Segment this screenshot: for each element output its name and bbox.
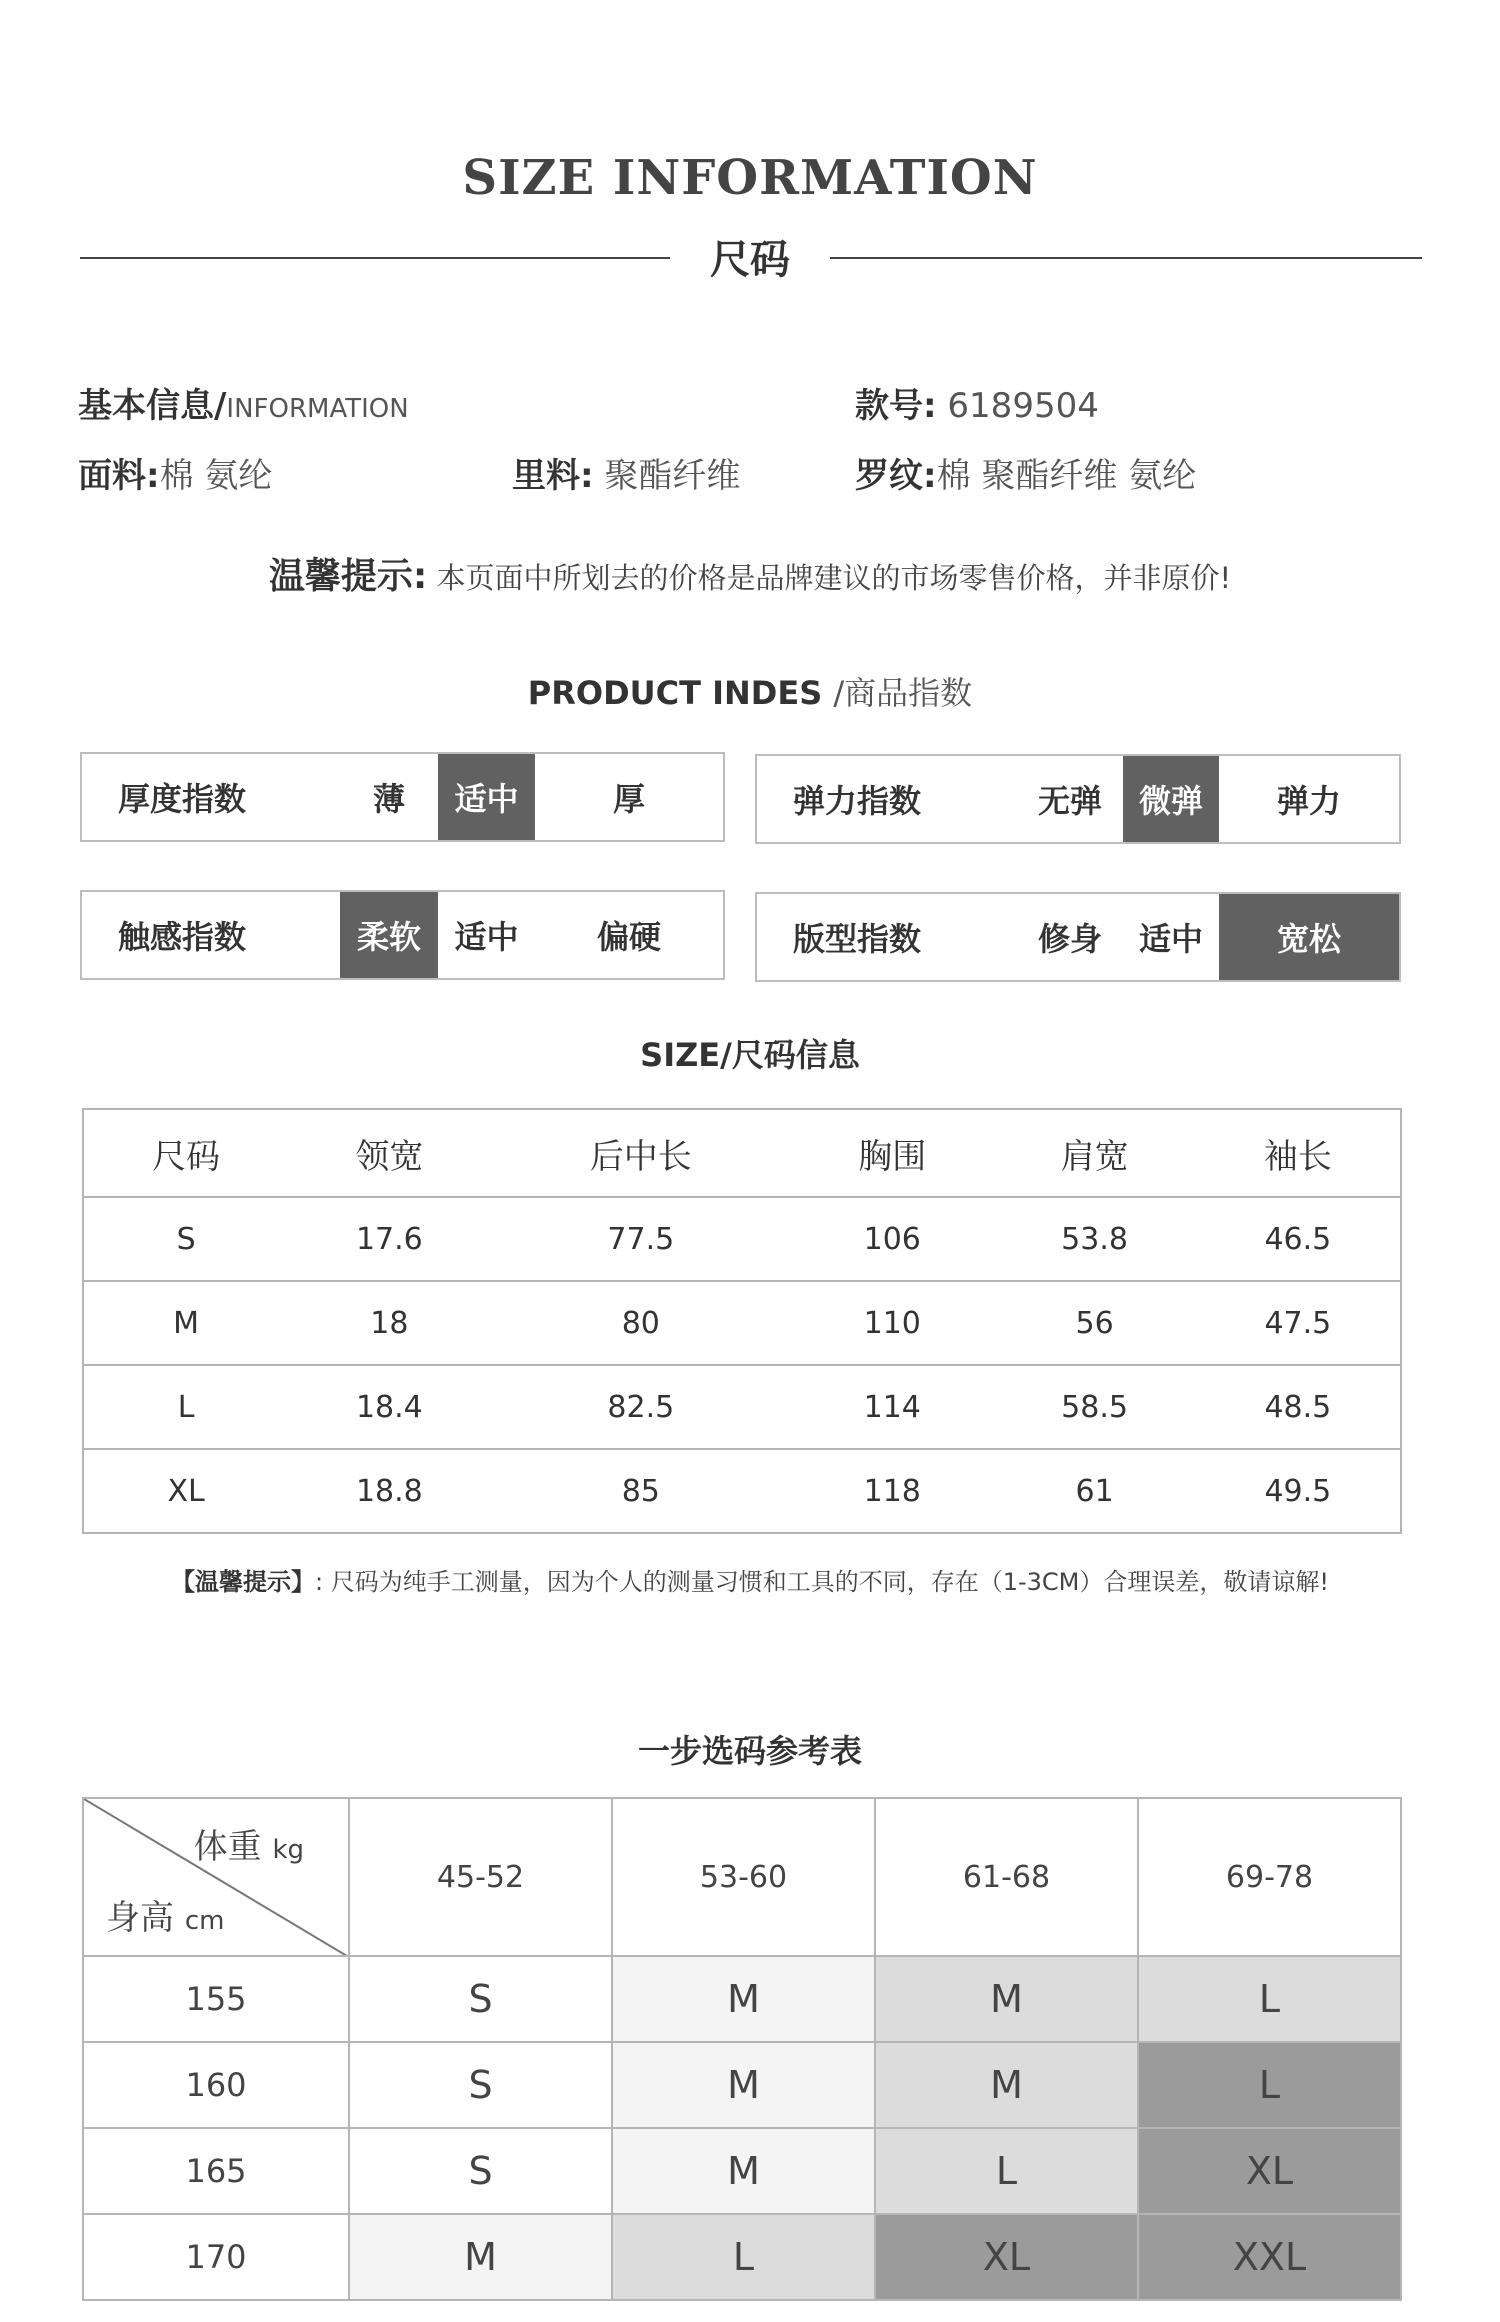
- tip-label: 【温馨提示】: [171, 1568, 315, 1596]
- size-cell: 58.5: [993, 1365, 1195, 1449]
- index-option: 偏硬: [596, 918, 661, 956]
- size-cell: 56: [993, 1281, 1195, 1365]
- product-index-title-en: PRODUCT INDES: [527, 674, 823, 712]
- reference-row: [83, 2214, 1401, 2300]
- page-subtitle: 尺码: [710, 237, 790, 283]
- size-cell: 80: [491, 1281, 792, 1365]
- recommended-size-cell: L: [612, 2214, 875, 2300]
- index-touch: [80, 890, 725, 980]
- height-cell: 165: [83, 2128, 349, 2214]
- size-cell: 49.5: [1196, 1449, 1401, 1533]
- lining-label: 里料:: [512, 456, 594, 496]
- index-option: 弹力: [1276, 782, 1341, 820]
- index-option-selected: 适中: [438, 754, 535, 840]
- index-label: 版型指数: [793, 920, 922, 958]
- basic-info-label: 基本信息/: [78, 386, 227, 426]
- style-number: [855, 378, 1099, 427]
- index-option: 适中: [454, 918, 519, 956]
- index-option-selected: 柔软: [340, 892, 438, 978]
- size-cell: L: [83, 1365, 288, 1449]
- page-title: SIZE INFORMATION: [462, 150, 1038, 206]
- reference-row: [83, 2128, 1401, 2214]
- size-column-header: 袖长: [1196, 1109, 1401, 1197]
- size-cell: 18.4: [288, 1365, 490, 1449]
- notice-label: 温馨提示:: [268, 556, 428, 597]
- size-cell: 61: [993, 1449, 1195, 1533]
- size-cell: S: [83, 1197, 288, 1281]
- size-column-header: 肩宽: [993, 1109, 1195, 1197]
- recommended-size-cell: L: [875, 2128, 1138, 2214]
- product-index-title-cn: /商品指数: [833, 674, 973, 712]
- recommended-size-cell: L: [1138, 1956, 1401, 2042]
- measure-tip: [0, 1562, 1500, 1597]
- lining-value: 聚酯纤维: [604, 456, 741, 496]
- divider-right: [830, 257, 1422, 259]
- weight-range-header: 45-52: [349, 1798, 612, 1956]
- recommended-size-cell: M: [875, 2042, 1138, 2128]
- index-option: 修身: [1037, 920, 1102, 958]
- size-cell: 106: [791, 1197, 993, 1281]
- fabric-value: 棉 氨纶: [159, 456, 273, 496]
- reference-row: [83, 1956, 1401, 2042]
- recommended-size-cell: M: [612, 1956, 875, 2042]
- basic-info-sub: INFORMATION: [226, 394, 409, 424]
- reference-corner-cell: [83, 1798, 349, 1956]
- height-cell: 170: [83, 2214, 349, 2300]
- weight-range-header: 61-68: [875, 1798, 1138, 1956]
- reference-title: 一步选码参考表: [637, 1732, 862, 1770]
- size-cell: 48.5: [1196, 1365, 1401, 1449]
- index-label: 弹力指数: [793, 782, 922, 820]
- index-fit: [755, 892, 1401, 982]
- lining-info: [512, 448, 740, 497]
- weight-unit: kg: [272, 1835, 304, 1865]
- rib-value: 棉 聚酯纤维 氨纶: [936, 456, 1197, 496]
- reference-row: [83, 2042, 1401, 2128]
- recommended-size-cell: XL: [1138, 2128, 1401, 2214]
- size-cell: M: [83, 1281, 288, 1365]
- index-option: 薄: [372, 780, 405, 818]
- recommended-size-cell: M: [875, 1956, 1138, 2042]
- index-option: 无弹: [1037, 782, 1102, 820]
- size-column-header: 尺码: [83, 1109, 288, 1197]
- weight-header: [194, 1819, 304, 1868]
- size-cell: 77.5: [491, 1197, 792, 1281]
- weight-range-header: 69-78: [1138, 1798, 1401, 1956]
- fabric-info: [78, 448, 272, 497]
- size-cell: 114: [791, 1365, 993, 1449]
- height-cell: 160: [83, 2042, 349, 2128]
- index-label: 触感指数: [118, 918, 247, 956]
- size-cell: 47.5: [1196, 1281, 1401, 1365]
- product-index-title: [0, 668, 1500, 714]
- size-row: [83, 1449, 1401, 1533]
- index-option: 厚: [612, 780, 645, 818]
- size-cell: 18.8: [288, 1449, 490, 1533]
- price-notice: [0, 548, 1500, 599]
- index-option-selected: 微弹: [1123, 756, 1219, 842]
- size-row: [83, 1281, 1401, 1365]
- notice-text: 本页面中所划去的价格是品牌建议的市场零售价格，并非原价!: [436, 561, 1232, 595]
- fabric-label: 面料:: [78, 456, 160, 496]
- index-option: 适中: [1138, 920, 1203, 958]
- recommended-size-cell: M: [612, 2128, 875, 2214]
- index-thickness: [80, 752, 725, 842]
- rib-label: 罗纹:: [855, 456, 937, 496]
- size-cell: 46.5: [1196, 1197, 1401, 1281]
- reference-table: [82, 1797, 1402, 2301]
- index-label: 厚度指数: [118, 780, 247, 818]
- recommended-size-cell: S: [349, 1956, 612, 2042]
- size-column-header: 胸围: [791, 1109, 993, 1197]
- tip-text: : 尺码为纯手工测量，因为个人的测量习惯和工具的不同，存在（1-3CM）合理误差，敬请谅解!: [315, 1568, 1329, 1596]
- size-cell: 53.8: [993, 1197, 1195, 1281]
- size-cell: 85: [491, 1449, 792, 1533]
- size-row: [83, 1197, 1401, 1281]
- recommended-size-cell: XL: [875, 2214, 1138, 2300]
- size-cell: 110: [791, 1281, 993, 1365]
- recommended-size-cell: S: [349, 2042, 612, 2128]
- height-header: [106, 1890, 224, 1939]
- recommended-size-cell: S: [349, 2128, 612, 2214]
- basic-info-heading: [78, 378, 409, 427]
- size-cell: XL: [83, 1449, 288, 1533]
- size-cell: 17.6: [288, 1197, 490, 1281]
- height-cell: 155: [83, 1956, 349, 2042]
- recommended-size-cell: M: [612, 2042, 875, 2128]
- size-cell: 82.5: [491, 1365, 792, 1449]
- recommended-size-cell: L: [1138, 2042, 1401, 2128]
- style-number-label: 款号:: [855, 386, 937, 426]
- index-elasticity: [755, 754, 1401, 844]
- size-cell: 18: [288, 1281, 490, 1365]
- size-column-header: 后中长: [491, 1109, 792, 1197]
- height-unit: cm: [184, 1906, 225, 1936]
- rib-info: [855, 448, 1196, 497]
- size-info-title: SIZE/尺码信息: [640, 1036, 860, 1074]
- height-label: 身高: [106, 1898, 174, 1938]
- size-row: [83, 1365, 1401, 1449]
- index-option-selected: 宽松: [1219, 894, 1399, 980]
- size-cell: 118: [791, 1449, 993, 1533]
- size-table: [82, 1108, 1402, 1534]
- recommended-size-cell: XXL: [1138, 2214, 1401, 2300]
- recommended-size-cell: M: [349, 2214, 612, 2300]
- size-column-header: 领宽: [288, 1109, 490, 1197]
- weight-range-header: 53-60: [612, 1798, 875, 1956]
- weight-label: 体重: [193, 1827, 262, 1867]
- style-number-value: 6189504: [947, 386, 1099, 426]
